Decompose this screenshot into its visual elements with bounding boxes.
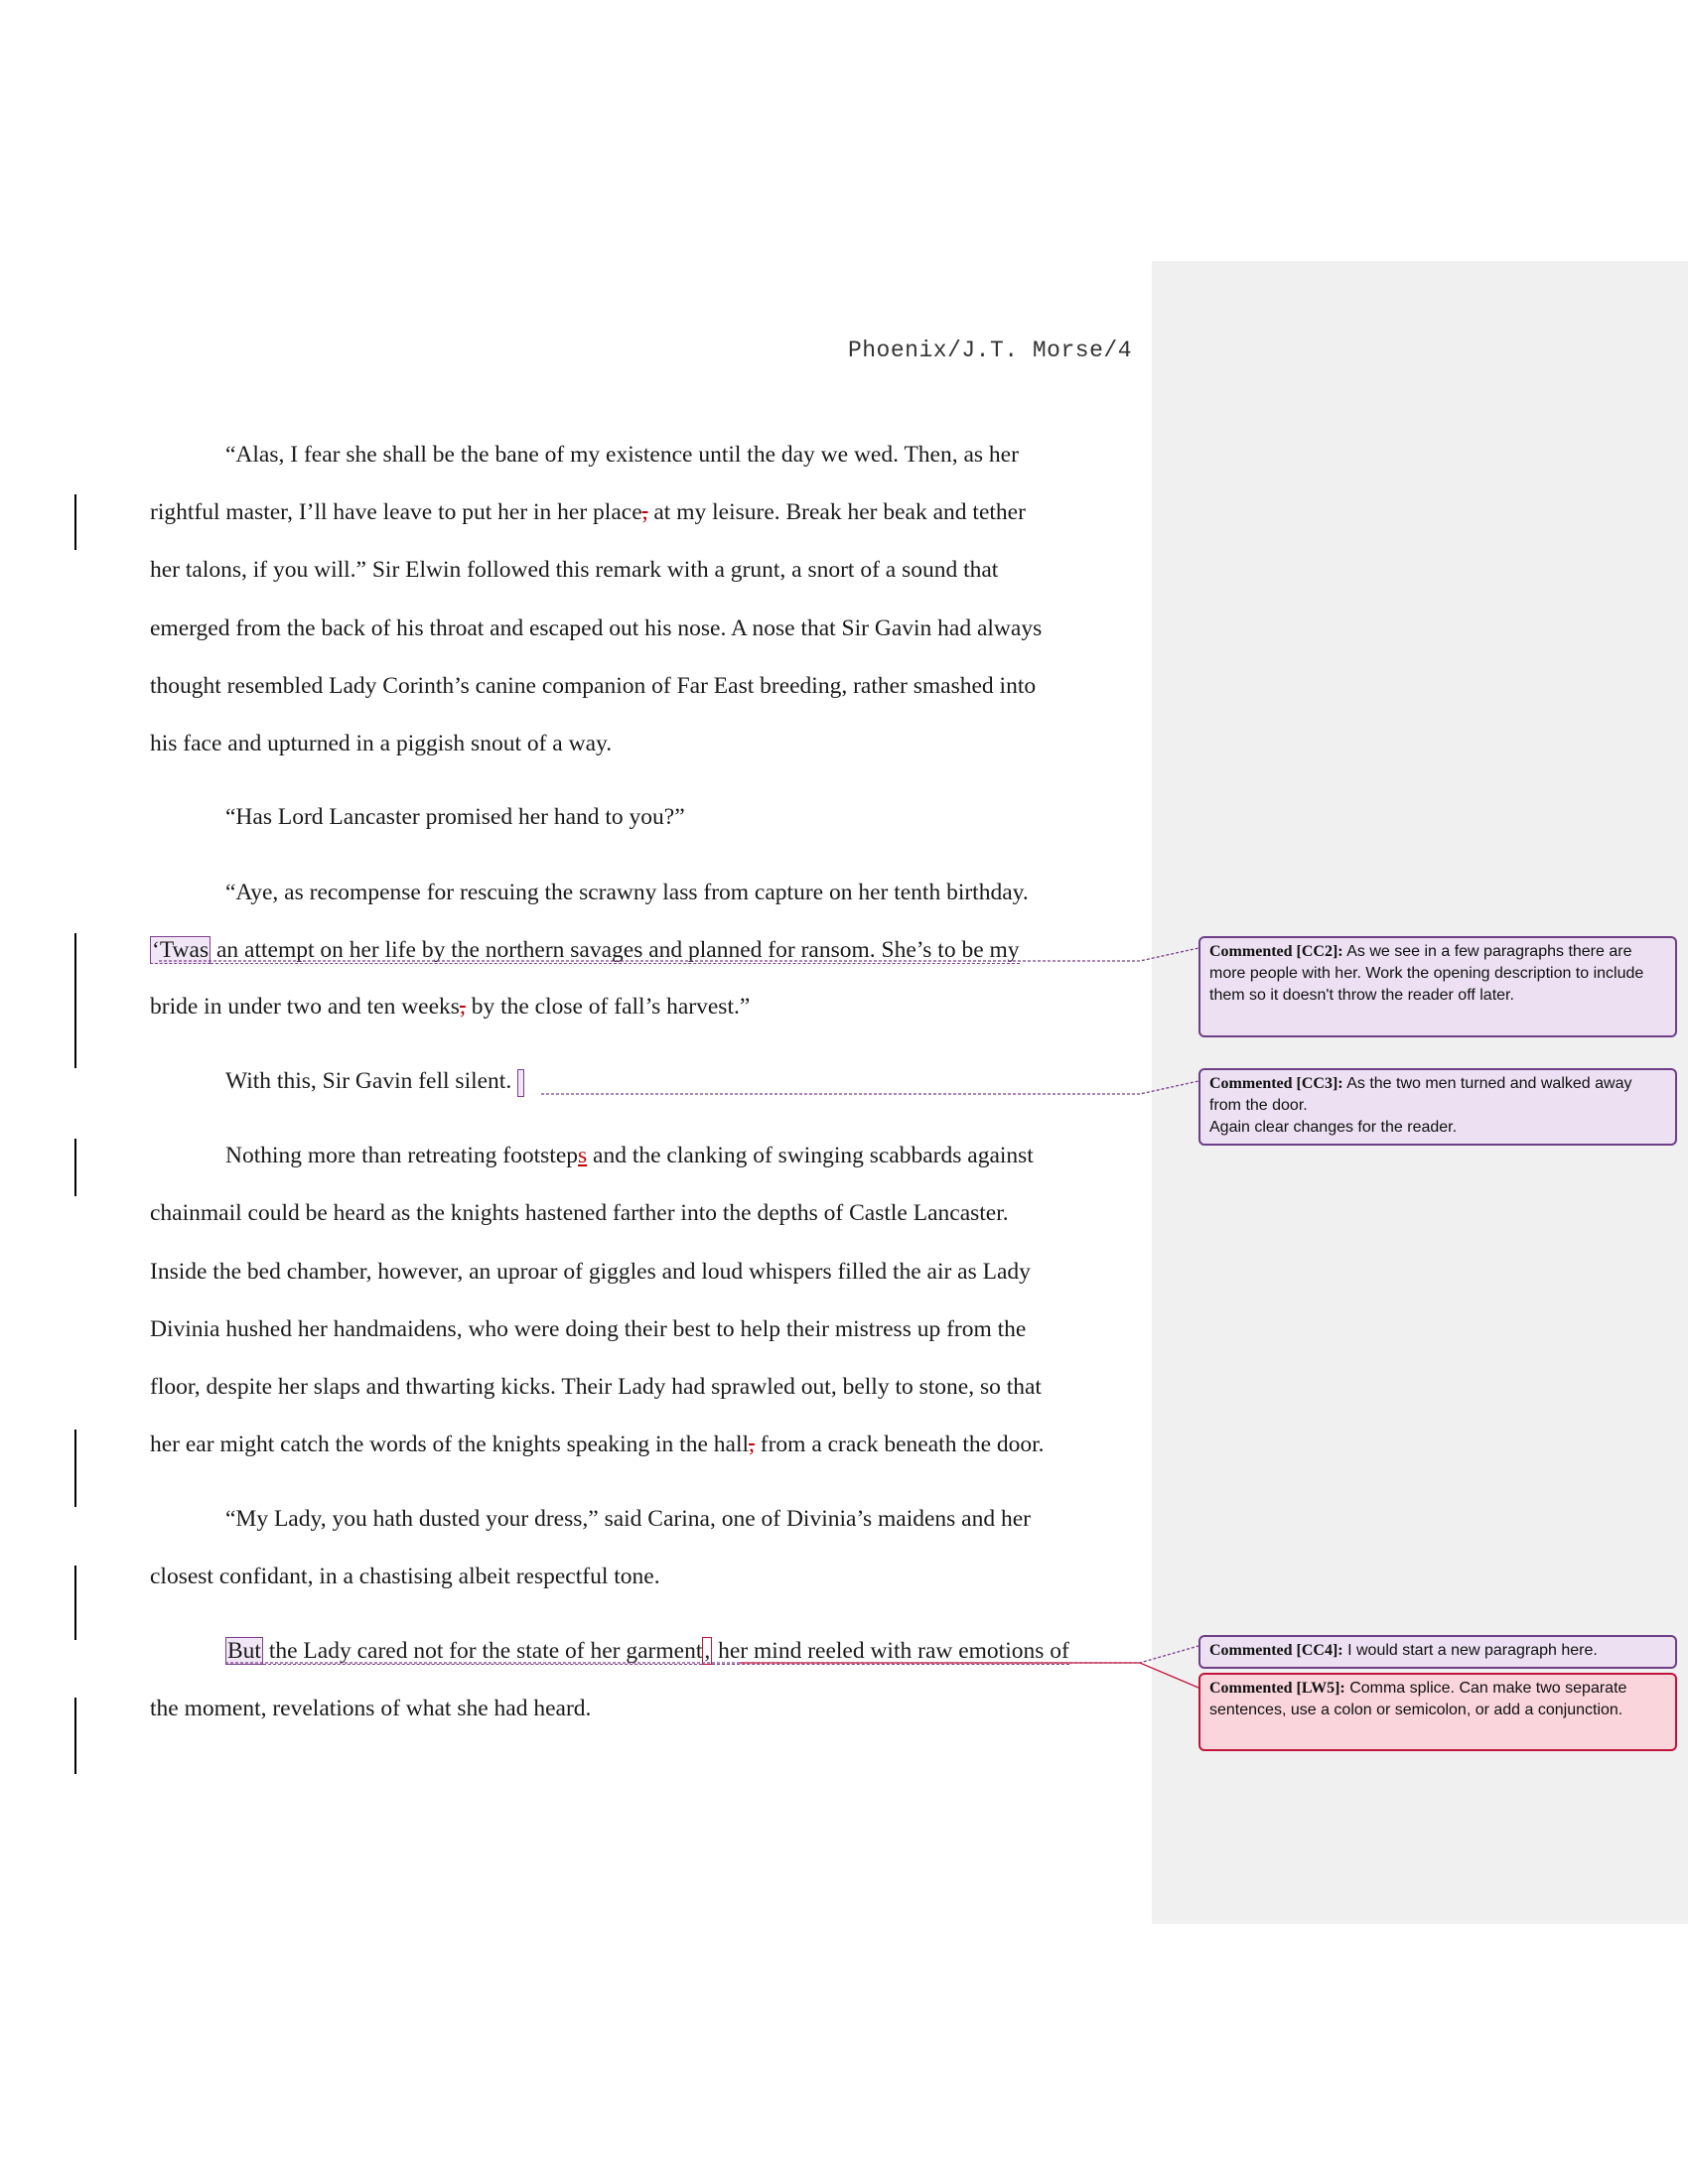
text-line: emerged from the back of his throat and escaped out his nose. A nose that Sir Gavin had always (150, 615, 1043, 641)
comment-text: Again clear changes for the reader. (1209, 1119, 1458, 1136)
deleted-text[interactable]: , (641, 499, 648, 525)
comment-text: As the two men turned and walked away from the door. (1209, 1075, 1632, 1114)
text-run: bride in under two and ten weeks (150, 994, 460, 1020)
text-line: Inside the bed chamber, however, an uproar of giggles and loud whispers filled the air as Lady (150, 1259, 1031, 1285)
text-run: rightful master, I’ll have leave to put her in her place (150, 499, 642, 525)
text-line: chainmail could be heard as the knights hastened farther into the depths of Castle Lancaster. (150, 1200, 1009, 1226)
comment-anchor-cc4[interactable]: But (227, 1638, 261, 1664)
text-run: and the clanking of swinging scabbards against (587, 1143, 1034, 1168)
comment-text: Comma splice. Can make two separate sentences, use a colon or semicolon, or add a conjunction. (1209, 1680, 1627, 1718)
text-run: her ear might catch the words of the knights speaking in the hall (150, 1432, 750, 1457)
commented-text[interactable]: her mind reeled with raw emotions of (712, 1638, 1069, 1664)
connector-cc3 (541, 1081, 1198, 1094)
comment-balloon-lw5[interactable] (1198, 1673, 1677, 1751)
text-line: Divinia hushed her handmaidens, who were doing their best to help their mistress up from the (150, 1316, 1027, 1342)
deleted-text[interactable]: , (749, 1432, 755, 1457)
commented-text[interactable]: the Lady cared not for the state of her garment (262, 1638, 703, 1664)
comment-tag: Commented [CC3]: (1209, 1075, 1343, 1092)
comment-tag: Commented [LW5]: (1209, 1680, 1345, 1697)
inserted-text[interactable]: s (578, 1143, 588, 1168)
comment-text: As we see in a few paragraphs there are more people with her. Work the opening description to include them so it doesn't throw the reader off later. (1209, 943, 1644, 1004)
text-line: her talons, if you will.” Sir Elwin followed this remark with a grunt, a snort of a sound that (150, 557, 999, 583)
text-line: “Has Lord Lancaster promised her hand to you?” (225, 804, 685, 830)
comment-balloon-cc2[interactable] (1198, 936, 1677, 1037)
connector-cc2 (159, 948, 1198, 961)
commented-text[interactable]: an attempt on her life by the northern savages and planned for ransom. She’s to be my (211, 937, 1020, 963)
deleted-text[interactable]: , (459, 994, 466, 1020)
comment-tag: Commented [CC2]: (1209, 943, 1343, 960)
text-line: closest confidant, in a chastising albeit respectful tone. (150, 1564, 660, 1589)
text-line: the moment, revelations of what she had heard. (150, 1696, 592, 1721)
text-line: his face and upturned in a piggish snout of a way. (150, 731, 613, 756)
connector-lw5 (740, 1663, 1198, 1688)
comment-anchor-lw5[interactable]: , (704, 1638, 711, 1664)
comment-text: I would start a new paragraph here. (1347, 1642, 1598, 1659)
text-run: by the close of fall’s harvest.” (465, 994, 751, 1020)
text-line: thought resembled Lady Corinth’s canine companion of Far East breeding, rather smashed into (150, 673, 1037, 699)
text-run: With this, Sir Gavin fell silent. (225, 1068, 512, 1094)
text-run: at my leisure. Break her beak and tether (647, 499, 1026, 525)
text-line: floor, despite her slaps and thwarting kicks. Their Lady had sprawled out, belly to stone, so that (150, 1374, 1042, 1400)
text-run: from a crack beneath the door. (754, 1432, 1045, 1457)
connector-cc4 (225, 1646, 1198, 1663)
text-run: Nothing more than retreating footstep (225, 1143, 579, 1168)
comment-anchor-cc2[interactable]: ‘Twas (152, 937, 210, 963)
running-head: Phoenix/J.T. Morse/4 (847, 338, 1132, 363)
comment-balloon-cc4[interactable] (1198, 1635, 1677, 1669)
text-line: “Aye, as recompense for rescuing the scrawny lass from capture on her tenth birthday. (225, 880, 1029, 905)
text-line: “My Lady, you hath dusted your dress,” said Carina, one of Divinia’s maidens and her (225, 1506, 1031, 1532)
comment-balloon-cc3[interactable] (1198, 1068, 1677, 1146)
text-line: “Alas, I fear she shall be the bane of my existence until the day we wed. Then, as her (225, 442, 1019, 468)
comment-tag: Commented [CC4]: (1209, 1642, 1343, 1659)
